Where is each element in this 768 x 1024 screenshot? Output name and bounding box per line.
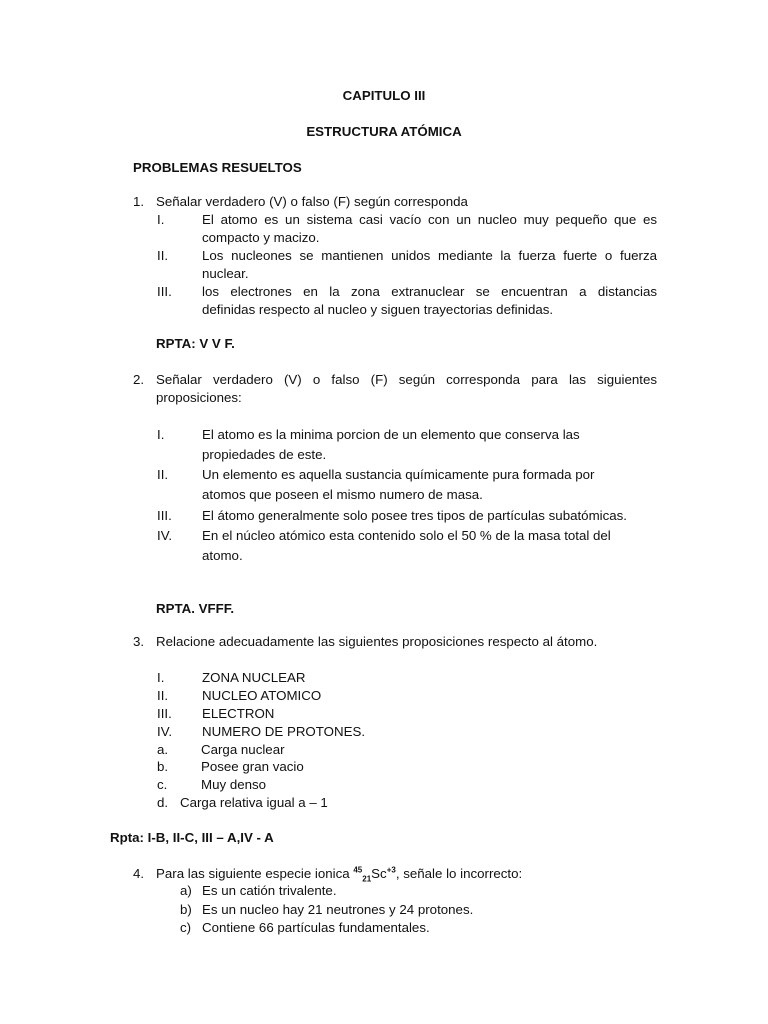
letter-label: d.	[157, 795, 169, 810]
letter-text: Muy denso	[201, 777, 267, 792]
item-text: El atomo es la minima porcion de un elemento que conserva las	[202, 427, 580, 442]
problem-number: 1.	[133, 194, 145, 209]
element-symbol: Sc	[371, 866, 387, 881]
item-label: I.	[157, 427, 165, 442]
problem-stem-cont: proposiciones:	[156, 390, 242, 405]
roman-text: NUCLEO ATOMICO	[202, 688, 322, 703]
section-heading: PROBLEMAS RESUELTOS	[133, 160, 302, 175]
stem-text-end: , señale lo incorrecto:	[395, 866, 523, 881]
roman-text: ZONA NUCLEAR	[202, 670, 306, 685]
letter-label: c.	[157, 777, 168, 792]
problem-number: 4.	[133, 866, 145, 881]
roman-label: III.	[157, 706, 172, 721]
item-text-cont: nuclear.	[202, 266, 249, 281]
atomic-number: 21	[362, 874, 372, 884]
roman-label: I.	[157, 670, 165, 685]
item-text: En el núcleo atómico esta contenido solo el 50 % de la masa total del	[202, 528, 611, 543]
option-text: Es un nucleo hay 21 neutrones y 24 protones.	[202, 902, 474, 917]
problem-stem: Señalar verdadero (V) o falso (F) según corresponda para las siguientes	[156, 372, 657, 387]
option-text: Contiene 66 partículas fundamentales.	[202, 920, 430, 935]
problem-stem: Relacione adecuadamente las siguientes proposiciones respecto al átomo.	[156, 634, 598, 649]
problem-number: 3.	[133, 634, 145, 649]
option-label: a)	[180, 883, 192, 898]
item-label: III.	[157, 508, 172, 523]
problem-number: 2.	[133, 372, 145, 387]
answer: Rpta: I-B, II-C, III – A,IV - A	[110, 830, 274, 845]
item-text: Los nucleones se mantienen unidos mediante la fuerza fuerte o fuerza	[202, 248, 657, 263]
item-text-cont: compacto y macizo.	[202, 230, 320, 245]
item-text: los electrones en la zona extranuclear se encuentran a distancias	[202, 284, 657, 299]
option-text: Es un catión trivalente.	[202, 883, 337, 898]
chapter-title: CAPITULO III	[342, 88, 426, 103]
roman-text: NUMERO DE PROTONES.	[202, 724, 366, 739]
item-label: IV.	[157, 528, 173, 543]
letter-label: a.	[157, 742, 169, 757]
item-text-cont: atomo.	[202, 548, 243, 563]
stem-text: Para las siguiente especie ionica	[156, 866, 354, 881]
answer: RPTA. VFFF.	[156, 601, 235, 616]
letter-text: Posee gran vacio	[201, 759, 304, 774]
answer: RPTA: V V F.	[156, 336, 235, 351]
letter-label: b.	[157, 759, 169, 774]
item-text-cont: definidas respecto al nucleo y siguen trayectorias definidas.	[202, 302, 554, 317]
roman-label: II.	[157, 688, 169, 703]
ion-charge: +3	[386, 865, 396, 875]
letter-text: Carga nuclear	[201, 742, 285, 757]
item-label: III.	[157, 284, 172, 299]
item-text-cont: atomos que poseen el mismo numero de masa.	[202, 487, 483, 502]
item-text: Un elemento es aquella sustancia químicamente pura formada por	[202, 467, 595, 482]
ion-notation	[353, 865, 396, 884]
item-label: I.	[157, 212, 165, 227]
roman-label: IV.	[157, 724, 173, 739]
option-label: b)	[180, 902, 192, 917]
problem-stem	[156, 865, 522, 883]
item-text: El átomo generalmente solo posee tres tipos de partículas subatómicas.	[202, 508, 627, 523]
item-label: II.	[157, 248, 169, 263]
subject-title: ESTRUCTURA ATÓMICA	[306, 124, 462, 139]
item-text: El atomo es un sistema casi vacío con un nucleo muy pequeño que es	[202, 212, 657, 227]
letter-text: Carga relativa igual a – 1	[180, 795, 328, 810]
option-label: c)	[180, 920, 192, 935]
roman-text: ELECTRON	[202, 706, 275, 721]
mass-number: 45	[353, 865, 363, 875]
problem-stem: Señalar verdadero (V) o falso (F) según corresponda	[156, 194, 468, 209]
item-label: II.	[157, 467, 169, 482]
item-text-cont: propiedades de este.	[202, 447, 327, 462]
